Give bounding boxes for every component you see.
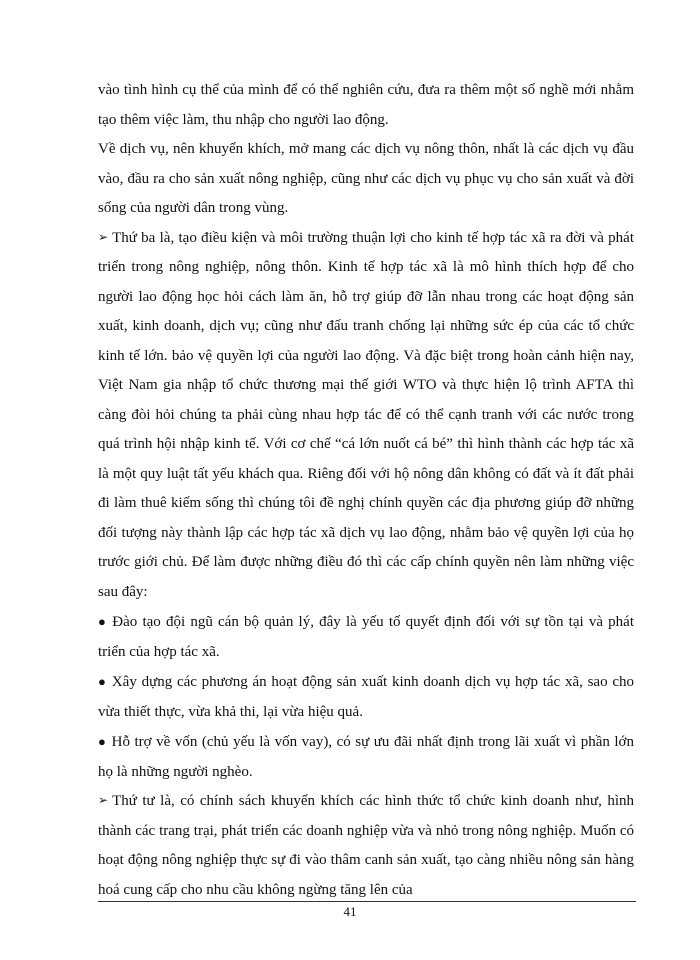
page-number: 41 bbox=[343, 904, 357, 919]
arrow-bullet-icon: ➢ bbox=[98, 229, 109, 244]
body-text bbox=[98, 76, 634, 905]
bullet-item-1: ● Đào tạo đội ngũ cán bộ quản lý, đây là yếu tố quyết định đối với sự tồn tại và phát triển của hợp tác xã. bbox=[98, 614, 634, 660]
bullet-item-3: ● Hỗ trợ về vốn (chủ yếu là vốn vay), có sự ưu đãi nhất định trong lãi xuất vì phần lớn họ là những người nghèo. bbox=[98, 734, 634, 780]
arrow-bullet-icon: ➢ bbox=[98, 793, 109, 807]
paragraph-3: ➢ Thứ ba là, tạo điều kiện và môi trường thuận lợi cho kinh tế hợp tác xã ra đời và phát triển trong nông nghiệp, nông thôn. Kinh tế hợp tác xã là mô hình thích hợp để cho người lao động học hỏi cách làm ăn, hỗ trợ giúp đỡ lẫn nhau trong các hoạt động sản xuất, kinh doanh, dịch vụ; cũng như đấu tranh chống lại những sức ép của các tổ chức kinh tế lớn. bảo vệ quyền lợi của người lao động. Và đặc biệt trong hoàn cảnh hiện nay, Việt Nam gia nhập tổ chức thương mại thế giới WTO và thực hiện lộ trình AFTA thì càng đòi hỏi chúng ta phải cùng nhau hợp tác để có thể cạnh tranh với các nước trong quá trình hội nhập kinh tế. Với cơ chế “cá lớn nuốt cá bé” thì hình thành các hợp tác xã là một quy luật tất yếu khách qua. Riêng đối với hộ nông dân không có đất và ít đất phải đi làm thuê kiếm sống thì chúng tôi đề nghị chính quyền các địa phương giúp đỡ những đối tượng này thành lập các hợp tác xã dịch vụ lao động, nhằm bảo vệ quyền lợi của họ trước giới chủ. Để làm được những điều đó thì các cấp chính quyền nên làm những việc sau đây: bbox=[98, 229, 634, 600]
paragraph-2: Về dịch vụ, nên khuyến khích, mở mang các dịch vụ nông thôn, nhất là các dịch vụ đầu vào, đầu ra cho sản xuất nông nghiệp, cũng như các dịch vụ phục vụ cho sản xuất và đời sống của người dân trong vùng. bbox=[98, 141, 634, 216]
bullet-item-2: ● Xây dựng các phương án hoạt động sản xuất kinh doanh dịch vụ hợp tác xã, sao cho vừa thiết thực, vừa khả thi, lại vừa hiệu quả. bbox=[98, 674, 634, 720]
round-bullet-icon: ● bbox=[98, 734, 107, 749]
footer-divider bbox=[98, 901, 636, 902]
paragraph-4: ➢ Thứ tư là, có chính sách khuyến khích các hình thức tổ chức kinh doanh như, hình thành các trang trại, phát triển các doanh nghiệp vừa và nhỏ trong nông nghiệp. Muốn có hoạt động nông nghiệp thực sự đi vào thâm canh sản xuất, tạo càng nhiều nông sản hàng hoá cung cấp cho nhu cầu không ngừng tăng lên của bbox=[98, 793, 634, 898]
round-bullet-icon: ● bbox=[98, 614, 108, 629]
paragraph-1: vào tình hình cụ thể của mình để có thể nghiên cứu, đưa ra thêm một số nghề mới nhằm tạo thêm việc làm, thu nhập cho người lao động. bbox=[98, 82, 634, 128]
round-bullet-icon: ● bbox=[98, 674, 107, 689]
